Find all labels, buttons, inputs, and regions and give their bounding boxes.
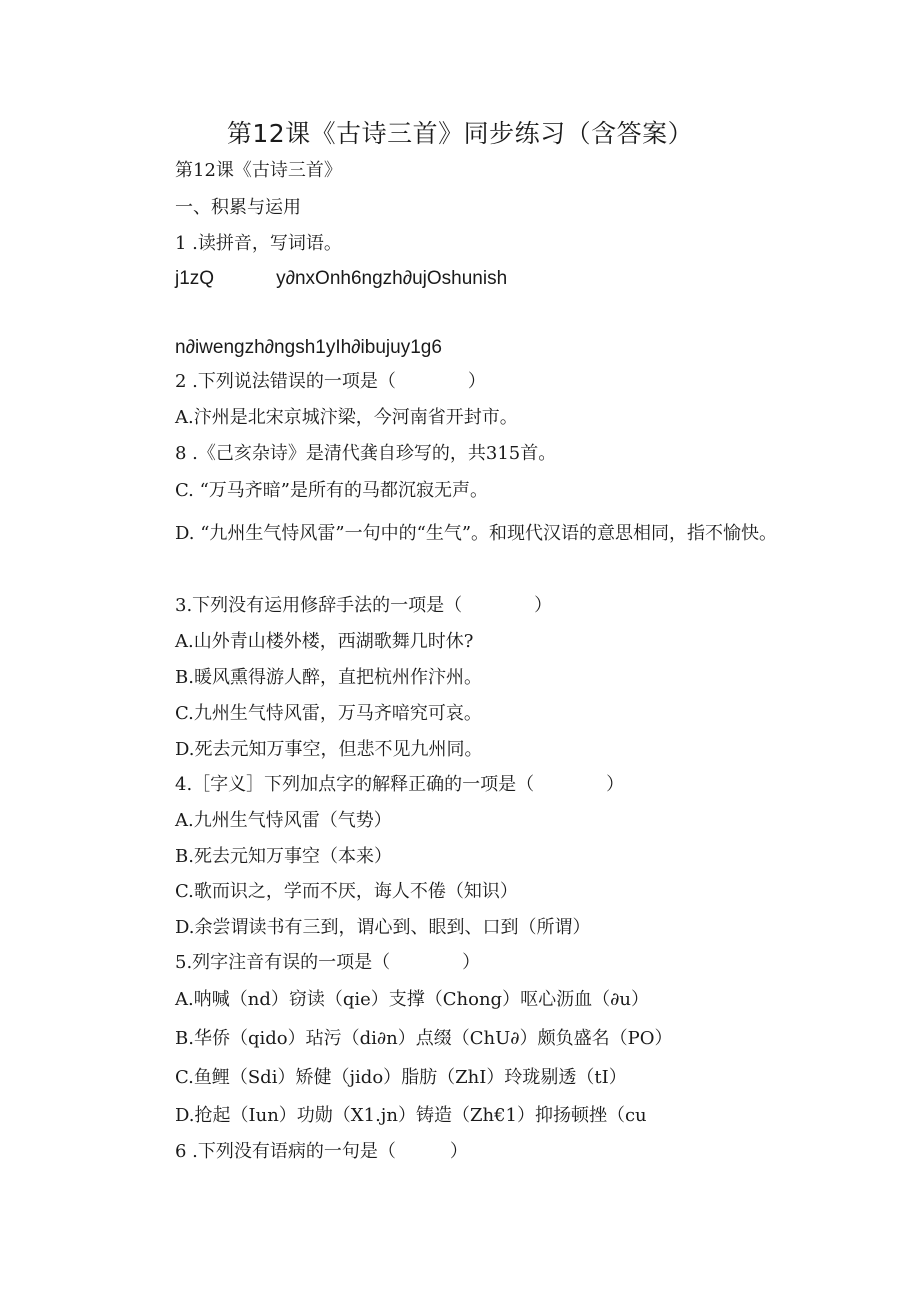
q3-option-d: D.死去元知万事空，但悲不见九州同。 — [175, 739, 483, 760]
lesson-subtitle: 第12课《古诗三首》 — [175, 160, 342, 181]
q1-pinyin-2: y∂nxOnh6ngzh∂ujOshunish — [276, 268, 508, 289]
q5-stem: 5.列字注音有误的一项是（ ） — [175, 952, 481, 973]
q5-option-d: D.抢起（Iun）功勋（X1.jn）铸造（Zh€1）抑扬顿挫（cu — [175, 1105, 647, 1126]
q1-stem: 1 .读拼音，写词语。 — [175, 233, 342, 254]
q3-option-a: A.山外青山楼外楼，西湖歌舞几时休? — [175, 631, 474, 652]
q3-option-b: B.暖风熏得游人醉，直把杭州作汴州。 — [175, 667, 482, 688]
q4-option-c: C.歌而识之，学而不厌，诲人不倦（知识） — [175, 881, 518, 902]
section-heading: 一、积累与运用 — [175, 197, 301, 218]
q5-option-b: B.华侨（qido）玷污（di∂n）点缀（ChU∂）颇负盛名（PO） — [175, 1028, 673, 1049]
q6-stem: 6 .下列没有语病的一句是（ ） — [175, 1141, 468, 1162]
q3-stem: 3.下列没有运用修辞手法的一项是（ ） — [175, 595, 553, 616]
q4-option-d: D.余尝谓读书有三到，谓心到、眼到、口到（所谓） — [175, 917, 591, 938]
q2-stem: 2 .下列说法错误的一项是（ ） — [175, 371, 486, 392]
document-title: 第12课《古诗三首》同步练习（含答案） — [226, 119, 694, 148]
q1-pinyin-row-1 — [175, 267, 507, 291]
q4-option-b: B.死去元知万事空（本来） — [175, 846, 392, 867]
q5-option-c: C.鱼鲤（Sdi）矫健（jido）脂肪（ZhI）玲珑剔透（tI） — [175, 1067, 627, 1088]
q2-option-a: A.汴州是北宋京城汴梁，今河南省开封市。 — [175, 407, 518, 428]
q4-stem: 4.［字义］下列加点字的解释正确的一项是（ ） — [175, 774, 625, 795]
q3-option-c: C.九州生气恃风雷，万马齐喑究可哀。 — [175, 703, 482, 724]
q4-option-a: A.九州生气恃风雷（气势） — [175, 810, 392, 831]
q1-pinyin-row-2: n∂iwengzh∂ngsh1yIh∂ibujuy1g6 — [175, 337, 442, 358]
q2-option-b: 8 .《己亥杂诗》是清代龚自珍写的，共315首。 — [175, 443, 557, 464]
q2-option-c: C. “万马齐暗”是所有的马都沉寂无声。 — [175, 480, 488, 501]
q2-option-d: D. “九州生气恃风雷”一句中的“生气”。和现代汉语的意思相同，指不愉快。 — [175, 523, 778, 544]
q1-pinyin-1: j1zQ — [175, 268, 215, 289]
q5-option-a: A.呐喊（nd）窃读（qie）支撑（Chong）呕心沥血（∂u） — [175, 989, 649, 1010]
